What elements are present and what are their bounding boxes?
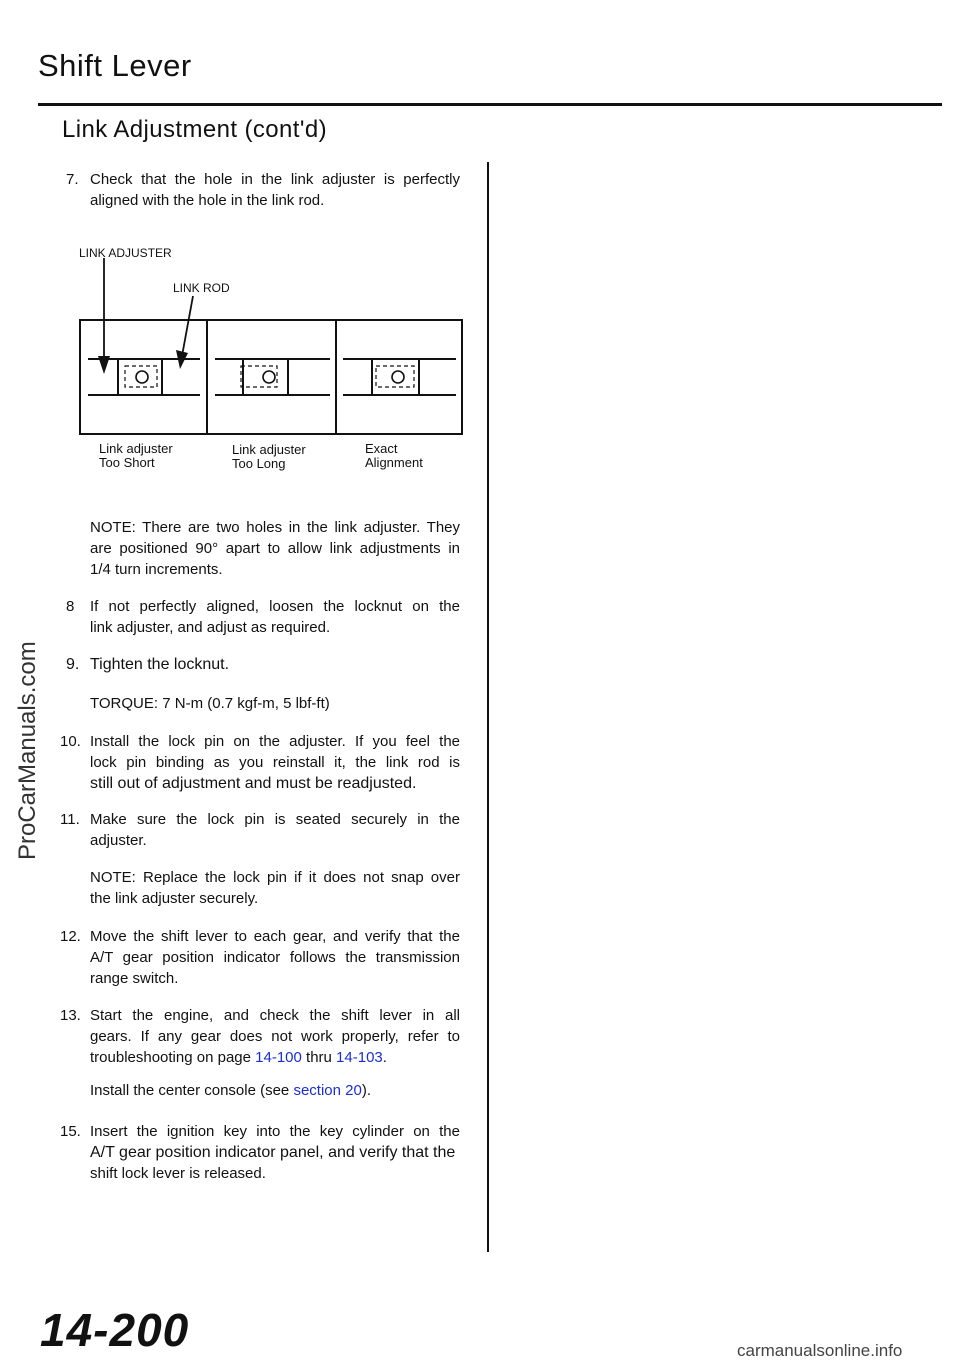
step-text: adjuster.	[90, 832, 147, 849]
step-13	[60, 1005, 460, 1068]
step-text: Check that the hole in the link adjuster is perfectly	[90, 171, 460, 188]
step-text: Start the engine, and check the shift lever in all	[90, 1007, 460, 1024]
step-number: 11.	[60, 811, 80, 828]
panel-exact-alignment	[343, 359, 456, 395]
step-text: range switch.	[90, 970, 179, 987]
label-link-adjuster: LINK ADJUSTER	[79, 246, 172, 260]
note-text: 1/4 turn increments.	[90, 561, 223, 578]
step-14	[90, 1080, 460, 1101]
hole-icon	[392, 371, 404, 383]
step-text: A/T gear position indicator panel, and verify that the	[90, 1144, 456, 1161]
link-section-20[interactable]: section 20	[293, 1082, 362, 1099]
step-number: 12.	[60, 928, 81, 945]
step-text: Tighten the locknut.	[90, 656, 230, 673]
arrow-head-icon	[98, 356, 110, 374]
link-page-14-100[interactable]: 14-100	[255, 1049, 302, 1066]
note-text: NOTE: There are two holes in the link adjuster. They	[90, 519, 460, 536]
caption-line: Too Short	[99, 455, 155, 470]
step-text: A/T gear position indicator follows the transmission	[90, 949, 460, 966]
step-text: gears. If any gear does not work properly, refer to	[90, 1028, 460, 1045]
step-text-fragment: ).	[361, 1082, 372, 1099]
step-8	[66, 596, 460, 638]
step-text	[90, 1080, 460, 1101]
step-number: 7.	[66, 171, 79, 188]
caption-too-long	[232, 443, 306, 471]
page-number: 14-200	[40, 1304, 190, 1356]
step-text: shift lock lever is released.	[90, 1165, 266, 1182]
hole-icon	[136, 371, 148, 383]
step-text: Move the shift lever to each gear, and verify that the	[90, 928, 460, 945]
step-text-fragment: troubleshooting on page	[90, 1049, 256, 1066]
step-text: link adjuster, and adjust as required.	[90, 619, 331, 636]
note-lock-pin	[90, 867, 460, 909]
step-text-fragment: Install the center console (see	[90, 1082, 294, 1099]
caption-line: Link adjuster	[99, 441, 173, 456]
step-12	[60, 926, 460, 989]
caption-line: Too Long	[232, 456, 286, 471]
torque-spec: TORQUE: 7 N-m (0.7 kgf-m, 5 lbf-ft)	[90, 695, 330, 712]
footer-watermark: carmanualsonline.info	[737, 1341, 903, 1360]
step-text: Install the lock pin on the adjuster. If you feel the	[90, 733, 460, 750]
note-two-holes	[90, 517, 460, 580]
caption-line: Link adjuster	[232, 442, 306, 457]
caption-too-short	[99, 442, 173, 470]
step-11	[60, 809, 460, 851]
step-text: aligned with the hole in the link rod.	[90, 192, 325, 209]
link-page-14-103[interactable]: 14-103	[336, 1049, 383, 1066]
hole-icon	[263, 371, 275, 383]
caption-line: Alignment	[365, 455, 423, 470]
step-text	[90, 1047, 460, 1068]
step-text-fragment: thru	[301, 1049, 337, 1066]
step-text: Make sure the lock pin is seated securely in the	[90, 811, 460, 828]
step-text-fragment: .	[382, 1049, 387, 1066]
step-text: Insert the ignition key into the key cylinder on the	[90, 1123, 460, 1140]
step-text: lock pin binding as you reinstall it, the link rod is	[90, 754, 460, 771]
section-subtitle: Link Adjustment (cont'd)	[62, 116, 327, 143]
panel-too-long	[215, 359, 330, 395]
caption-exact-alignment	[365, 442, 423, 470]
step-text: still out of adjustment and must be readjusted.	[90, 775, 417, 792]
step-number: 13.	[60, 1007, 81, 1024]
note-text: are positioned 90° apart to allow link adjustments in	[90, 540, 460, 557]
step-text: If not perfectly aligned, loosen the locknut on the	[90, 598, 460, 615]
page-title: Shift Lever	[38, 48, 192, 83]
step-10	[60, 731, 460, 794]
caption-line: Exact	[365, 441, 398, 456]
step-number: 15.	[60, 1123, 81, 1140]
leader-line-link-rod	[182, 296, 193, 356]
label-link-rod: LINK ROD	[173, 281, 230, 295]
note-text: the link adjuster securely.	[90, 890, 259, 907]
step-number: 9.	[66, 656, 80, 673]
step-number: 8	[66, 598, 75, 615]
side-watermark: ProCarManuals.com	[14, 641, 41, 860]
step-number: 10.	[60, 733, 81, 750]
step-9	[66, 654, 460, 675]
step-15	[60, 1121, 460, 1184]
note-text: NOTE: Replace the lock pin if it does not snap over	[90, 869, 460, 886]
